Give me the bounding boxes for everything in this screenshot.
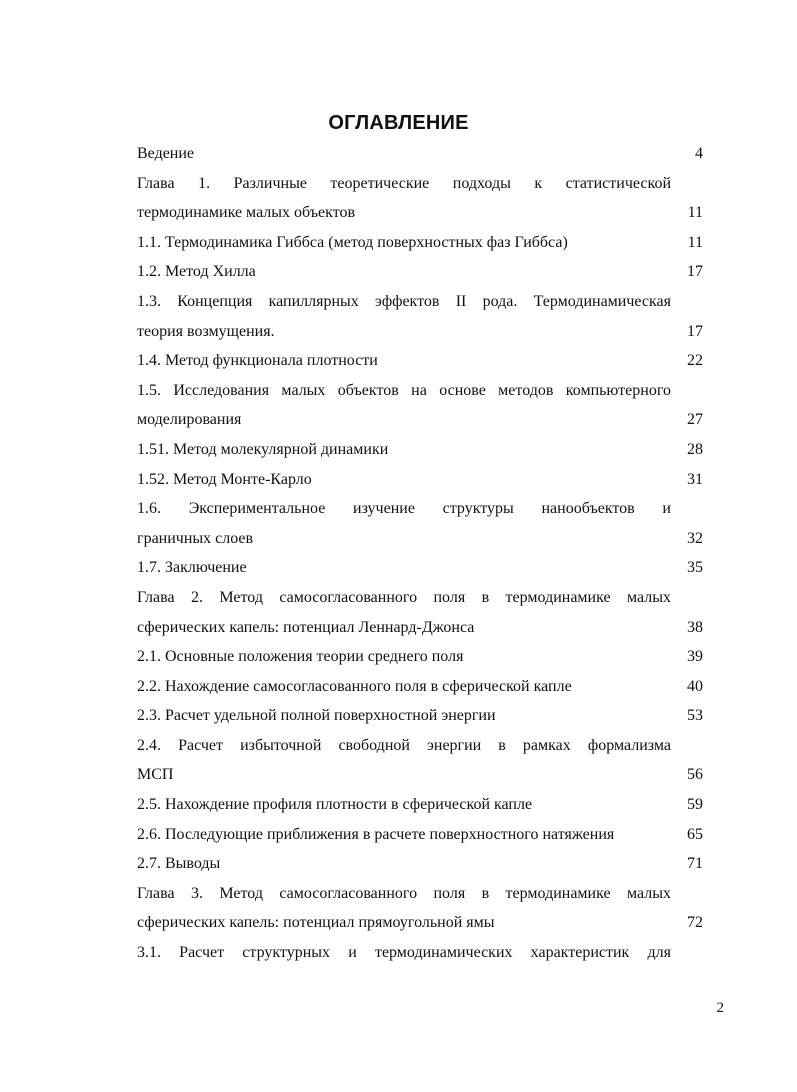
- toc-entry: [137, 139, 703, 169]
- toc-page-number: 53: [687, 707, 703, 725]
- toc-page-number: 72: [687, 914, 703, 932]
- toc-entry-text: сферических капель: потенциал прямоугольной ямы: [137, 914, 495, 932]
- toc-entry-line: [137, 790, 703, 820]
- toc-page-number: 28: [687, 440, 703, 458]
- toc-entry-text: 1.7. Заключение: [137, 559, 247, 577]
- toc-entry-text: 1.2. Метод Хилла: [137, 263, 256, 281]
- toc-page-number: 35: [687, 559, 703, 577]
- toc-entry-line: [137, 317, 703, 347]
- toc-entry-text: сферических капель: потенциал Леннард-Джонса: [137, 618, 475, 636]
- toc-entry: [137, 790, 703, 820]
- toc-entry: [137, 553, 703, 583]
- toc-entry: [137, 287, 703, 346]
- toc-entry-line: [137, 760, 703, 790]
- toc-entry-text: 1.1. Термодинамика Гиббса (метод поверхностных фаз Гиббса): [137, 233, 568, 251]
- toc-entry-line: [137, 228, 703, 258]
- toc-entry-line: [137, 405, 703, 435]
- toc-entry-line: [137, 672, 703, 702]
- toc-page-number: 38: [687, 618, 703, 636]
- toc-entry-line: Глава 3. Метод самосогласованного поля в термодинамике малых: [137, 884, 671, 902]
- toc-page-number: 22: [687, 352, 703, 370]
- toc-entry-line: [137, 553, 703, 583]
- toc-entry-line: [137, 849, 703, 879]
- toc-page-number: 71: [687, 855, 703, 873]
- toc-entry-line: [137, 642, 703, 672]
- toc-page-number: 65: [687, 825, 703, 843]
- toc-entry: [137, 938, 703, 968]
- toc-entry-line: [137, 938, 703, 968]
- toc-entry: [137, 849, 703, 879]
- toc-entry-line: [137, 701, 703, 731]
- toc-entry-text: 2.5. Нахождение профиля плотности в сферической капле: [137, 796, 533, 814]
- toc-page-number: 17: [687, 322, 703, 340]
- toc-page-number: 39: [687, 648, 703, 666]
- toc-entry: [137, 731, 703, 790]
- toc-entry-text: 1.52. Метод Монте-Карло: [137, 470, 312, 488]
- toc-entry-text: 1.51. Метод молекулярной динамики: [137, 440, 389, 458]
- toc-entry-line: [137, 908, 703, 938]
- toc-page-number: 59: [687, 796, 703, 814]
- toc-entry: [137, 435, 703, 465]
- toc-entry: [137, 228, 703, 258]
- toc-entry: [137, 465, 703, 495]
- toc-entry: [137, 257, 703, 287]
- toc-entry-text: МСП: [137, 766, 174, 784]
- toc-entry-line: [137, 435, 703, 465]
- toc-entry-line: Глава 2. Метод самосогласованного поля в термодинамике малых: [137, 588, 671, 606]
- toc-page-number: 27: [687, 411, 703, 429]
- toc-entry: [137, 701, 703, 731]
- toc-page-number: 32: [687, 529, 703, 547]
- toc-entry-line: 1.3. Концепция капиллярных эффектов II рода. Термодинамическая: [137, 292, 671, 310]
- toc-entry-line: 2.4. Расчет избыточной свободной энергии в рамках формализма: [137, 736, 671, 754]
- toc-entry: [137, 376, 703, 435]
- toc-entry-line: 1.6. Экспериментальное изучение структуры нанообъектов и: [137, 500, 671, 518]
- toc-entry: [137, 820, 703, 850]
- toc-entry-text: 2.7. Выводы: [137, 855, 221, 873]
- toc-entry-text: 2.2. Нахождение самосогласованного поля в сферической капле: [137, 677, 572, 695]
- toc-entry-line: 1.5. Исследования малых объектов на основе методов компьютерного: [137, 381, 671, 399]
- toc-entry-text: 1.4. Метод функционала плотности: [137, 352, 378, 370]
- toc-entry-text: 2.3. Расчет удельной полной поверхностной энергии: [137, 707, 496, 725]
- toc-entry-line: [137, 613, 703, 643]
- toc-entry: [137, 879, 703, 938]
- toc-entry: [137, 169, 703, 228]
- table-of-contents: [137, 139, 703, 968]
- toc-page-number: 56: [687, 766, 703, 784]
- toc-entry-line: [137, 346, 703, 376]
- toc-entry-text: термодинамике малых объектов: [137, 204, 356, 222]
- toc-entry: [137, 583, 703, 642]
- toc-page-number: 11: [687, 233, 703, 251]
- toc-entry-line: [137, 465, 703, 495]
- toc-page-number: 40: [687, 677, 703, 695]
- toc-page-number: 17: [687, 263, 703, 281]
- toc-entry-text: Ведение: [137, 145, 195, 162]
- page-number: 2: [716, 1000, 724, 1016]
- toc-entry-text: 2.1. Основные положения теории среднего поля: [137, 648, 464, 666]
- toc-entry-line: Глава 1. Различные теоретические подходы к статистической: [137, 174, 671, 192]
- toc-page-number: 4: [695, 145, 703, 162]
- toc-entry-text: 3.1. Расчет структурных и термодинамических характеристик для: [137, 944, 671, 962]
- toc-entry: [137, 346, 703, 376]
- toc-entry-line: [137, 139, 703, 169]
- toc-entry-text: моделирования: [137, 411, 242, 429]
- toc-entry: [137, 672, 703, 702]
- toc-entry: [137, 494, 703, 553]
- page-title: ОГЛАВЛЕНИЕ: [328, 112, 469, 134]
- toc-entry-text: 2.6. Последующие приближения в расчете поверхностного натяжения: [137, 825, 615, 843]
- toc-page-number: 31: [687, 470, 703, 488]
- toc-entry-line: [137, 524, 703, 554]
- toc-entry-text: теория возмущения.: [137, 322, 275, 340]
- toc-entry-line: [137, 198, 703, 228]
- toc-page-number: 11: [687, 204, 703, 222]
- toc-entry: [137, 642, 703, 672]
- toc-entry-line: [137, 257, 703, 287]
- toc-entry-line: [137, 820, 703, 850]
- toc-entry-text: граничных слоев: [137, 529, 254, 547]
